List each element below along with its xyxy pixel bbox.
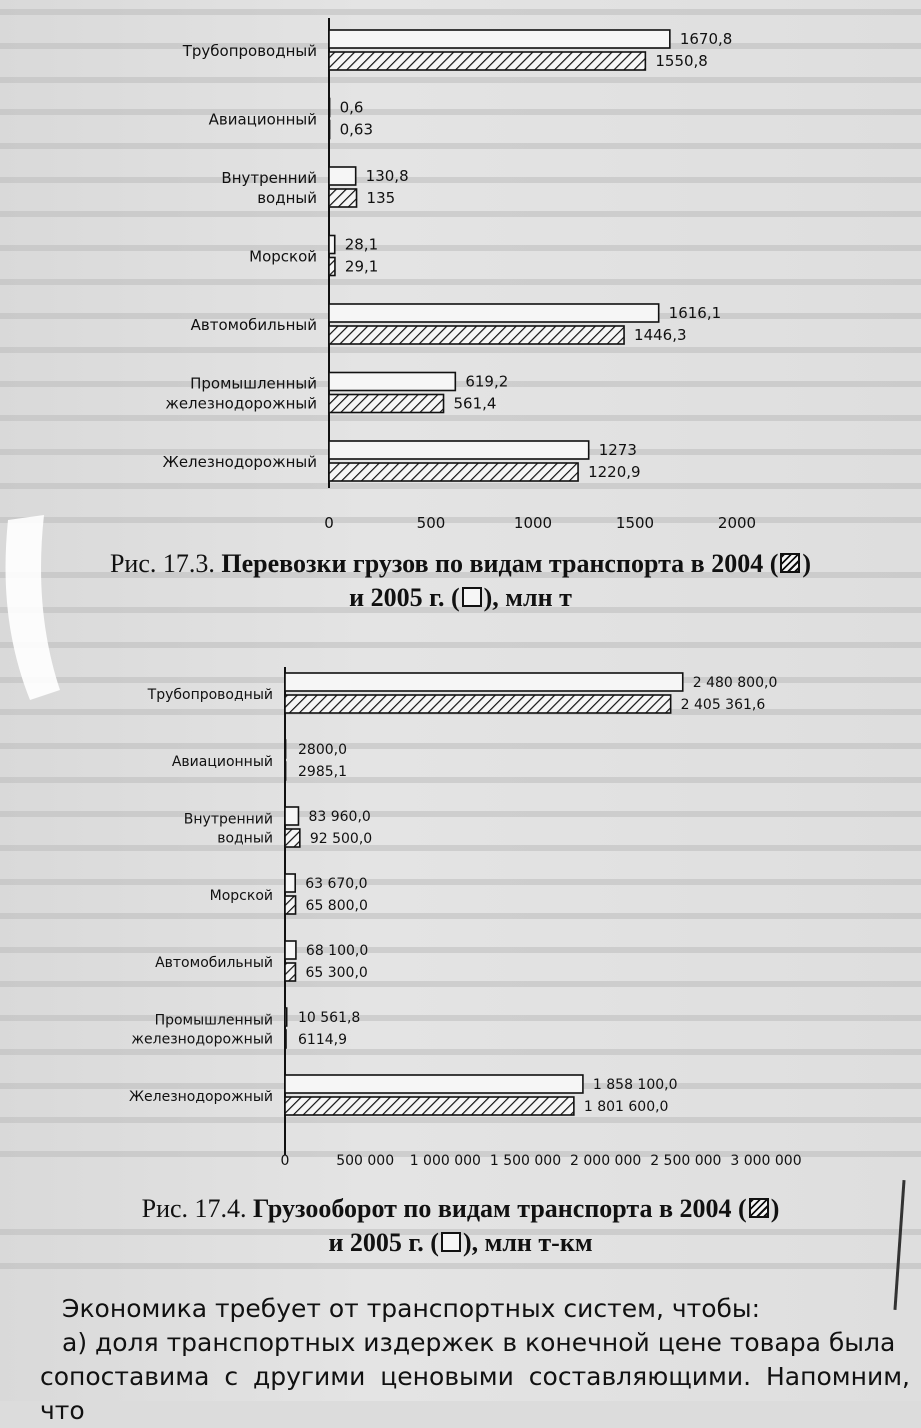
bar-2005 [329, 373, 455, 391]
bar-2005 [285, 673, 683, 691]
category-label: Автомобильный [190, 316, 317, 334]
chart-freight-volume [0, 0, 921, 540]
bar-2005 [329, 441, 589, 459]
bar-2005 [285, 807, 298, 825]
bar-2005 [329, 236, 335, 254]
caption-17-3-line2 [0, 581, 921, 615]
data-label-2005: 0,6 [339, 98, 364, 117]
category-label: водный [257, 189, 317, 207]
data-label-2004: 561,4 [453, 394, 497, 413]
legend-swatch-plain-2005 [441, 1232, 461, 1252]
x-tick-label: 2 500 000 [650, 1153, 722, 1169]
data-label-2004: 2985,1 [298, 764, 347, 780]
bar-2004 [329, 326, 624, 344]
caption-prefix: Рис. 17.3. [109, 549, 215, 578]
data-label-2005: 619,2 [465, 372, 509, 391]
category-label: Железнодорожный [128, 1089, 273, 1105]
data-label-2005: 1616,1 [668, 304, 722, 322]
bar-2004 [329, 463, 578, 481]
data-label-2004: 135 [366, 189, 396, 207]
category-label: Автомобильный [155, 955, 273, 971]
caption-title-2: и 2005 г. ( [349, 583, 460, 612]
caption-title: Грузооборот по видам транспорта в 2004 ( [253, 1194, 747, 1223]
bar-2005 [329, 167, 356, 185]
x-tick-label: 1 500 000 [489, 1153, 562, 1169]
data-label-2005: 2 480 800,0 [692, 675, 778, 691]
x-tick-label: 500 [416, 514, 446, 532]
category-label: Морской [209, 888, 273, 904]
x-tick-label: 2 000 000 [570, 1153, 642, 1169]
category-label: Внутренний [221, 169, 317, 187]
category-label: Железнодорожный [162, 453, 317, 471]
x-tick-label: 1000 [513, 514, 553, 532]
chart-freight-turnover [0, 655, 921, 1195]
category-label: железнодорожный [165, 394, 317, 413]
category-label: Промышленный [154, 1012, 273, 1029]
bar-2004 [329, 121, 330, 139]
data-label-2004: 1550,8 [655, 52, 708, 70]
x-tick-label: 500 000 [336, 1153, 395, 1169]
data-label-2005: 68 100,0 [305, 943, 369, 959]
data-label-2005: 83 960,0 [308, 809, 371, 825]
bar-2005 [285, 941, 296, 959]
figure-caption-17-3 [0, 547, 921, 615]
x-tick-label: 2000 [717, 514, 757, 532]
category-label: Трубопроводный [147, 687, 273, 703]
bar-2004 [329, 258, 335, 276]
bar-2004 [329, 395, 444, 413]
data-label-2005: 130,8 [365, 167, 409, 185]
bar-2005 [285, 1008, 287, 1026]
data-label-2004: 65 300,0 [305, 965, 368, 981]
category-label: Внутренний [183, 811, 273, 828]
x-tick-label: 0 [280, 1153, 290, 1169]
bar-2004 [285, 695, 671, 713]
bar-2004 [329, 52, 645, 70]
caption-17-4-line2 [0, 1226, 921, 1260]
data-label-2004: 0,63 [339, 120, 374, 139]
data-label-2004: 1 801 600,0 [583, 1099, 669, 1115]
data-label-2005: 1 858 100,0 [592, 1077, 678, 1093]
bar-2005 [285, 740, 286, 758]
caption-unit: ), млн т [483, 583, 572, 612]
legend-swatch-hatched-2004 [749, 1198, 769, 1218]
x-tick-label: 3 000 000 [730, 1153, 802, 1169]
bar-2005 [329, 99, 330, 117]
bar-2005 [285, 874, 295, 892]
body-text [40, 1292, 910, 1428]
data-label-2004: 1446,3 [634, 326, 687, 344]
bar-2005 [329, 304, 659, 322]
data-label-2005: 63 670,0 [305, 876, 368, 892]
data-label-2004: 6114,9 [298, 1032, 347, 1048]
body-line-1: Экономика требует от транспортных систем, чтобы: [62, 1294, 761, 1323]
bar-2005 [285, 1075, 583, 1093]
bar-2004 [285, 1030, 286, 1048]
legend-swatch-hatched-2004 [780, 553, 800, 573]
body-line-3: сопоставима с другими ценовыми составляющими. Напомним, что [40, 1362, 910, 1425]
data-label-2004: 65 800,0 [305, 898, 368, 914]
data-label-2005: 1670,8 [679, 30, 733, 48]
bar-2004 [329, 189, 357, 207]
bar-2004 [285, 1097, 574, 1115]
figure-caption-17-4 [0, 1192, 921, 1260]
data-label-2004: 29,1 [344, 257, 379, 276]
data-label-2005: 2800,0 [298, 742, 347, 758]
category-label: Трубопроводный [182, 42, 317, 60]
legend-swatch-plain-2005 [462, 587, 482, 607]
x-tick-label: 1 000 000 [409, 1153, 481, 1169]
bar-2004 [285, 829, 300, 847]
data-label-2005: 1273 [598, 441, 637, 459]
data-label-2004: 92 500,0 [309, 831, 373, 847]
caption-title-2: и 2005 г. ( [328, 1228, 439, 1257]
data-label-2005: 28,1 [344, 235, 379, 254]
bar-2004 [285, 963, 295, 981]
category-label: Авиационный [171, 754, 273, 770]
caption-prefix: Рис. 17.4. [141, 1194, 247, 1223]
data-label-2005: 10 561,8 [298, 1010, 361, 1026]
data-label-2004: 2 405 361,6 [680, 697, 766, 713]
category-label: Промышленный [190, 374, 317, 393]
category-label: Авиационный [208, 110, 317, 129]
category-label: железнодорожный [131, 1031, 273, 1048]
caption-17-3-line1 [0, 547, 921, 581]
caption-17-4-line1 [0, 1192, 921, 1226]
caption-title: Перевозки грузов по видам транспорта в 2004 ( [221, 549, 779, 578]
x-tick-label: 1500 [615, 514, 655, 532]
bar-2005 [329, 30, 670, 48]
bar-2004 [285, 762, 286, 780]
category-label: Морской [249, 247, 317, 266]
data-label-2004: 1220,9 [588, 463, 641, 481]
category-label: водный [217, 830, 273, 847]
body-line-2: а) доля транспортных издержек в конечной цене товара была [62, 1328, 896, 1357]
bar-2004 [285, 896, 296, 914]
caption-title-close: ) [802, 549, 812, 578]
caption-unit: ), млн т-км [462, 1228, 593, 1257]
x-tick-label: 0 [324, 514, 334, 532]
caption-title-close: ) [770, 1194, 780, 1223]
